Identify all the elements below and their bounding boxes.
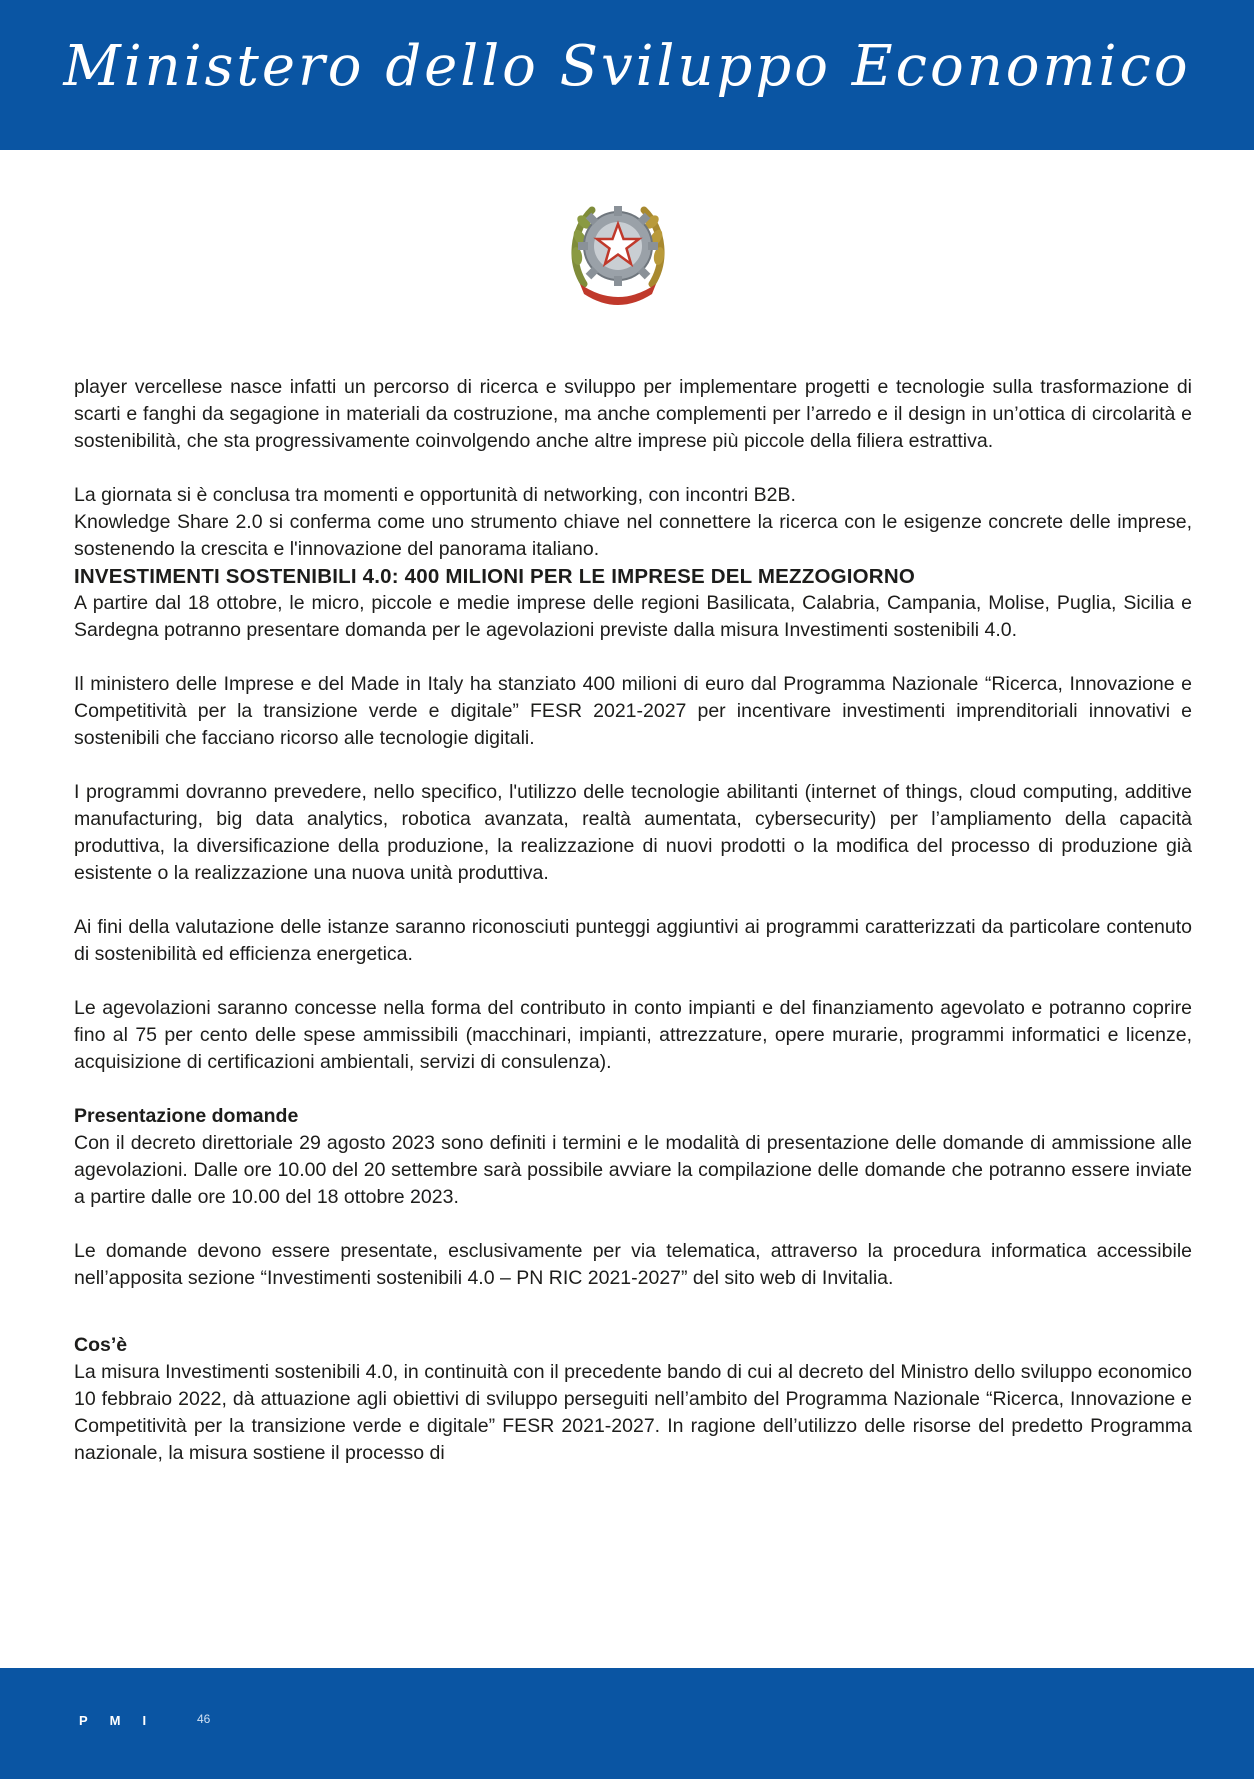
footer-band xyxy=(0,1668,1254,1779)
emblema-repubblica-italiana-icon xyxy=(566,192,670,310)
paragraph: La misura Investimenti sostenibili 4.0, in continuità con il precedente bando di cui al decreto del Ministro dello sviluppo economico 10 febbraio 2022, dà attuazione agli obiettivi di sviluppo perseguiti nell’ambito del Programma Nazionale “Ricerca, Innovazione e Competitività per la transizione verde e digitale” FESR 2021-2027. In ragione dell’utilizzo delle risorse del predetto Programma nazionale, la misura sostiene il processo di xyxy=(74,1361,1192,1464)
page-number: 46 xyxy=(197,1712,211,1726)
paragraph: Le domande devono essere presentate, esclusivamente per via telematica, attraverso la procedura informatica accessibile nell’apposita sezione “Investimenti sostenibili 4.0 – PN RIC 2021-2027” del sito web di Invitalia. xyxy=(74,1240,1192,1289)
paragraph: Con il decreto direttoriale 29 agosto 2023 sono definiti i termini e le modalità di presentazione delle domande di ammissione alle agevolazioni. Dalle ore 10.00 del 20 settembre sarà possibile avviare la compilazione delle domande che potranno essere inviate a partire dalle ore 10.00 del 18 ottobre 2023. xyxy=(74,1132,1192,1208)
article-body xyxy=(74,374,1192,1467)
section-title: INVESTIMENTI SOSTENIBILI 4.0: 400 MILIONI PER LE IMPRESE DEL MEZZOGIORNO xyxy=(74,565,915,588)
paragraph: Le agevolazioni saranno concesse nella forma del contributo in conto impianti e del finanziamento agevolato e potranno coprire fino al 75 per cento delle spese ammissibili (macchinari, impianti, attrezzature, opere murarie, programmi informatici e licenze, acquisizione di certificazioni ambientali, servizi di consulenza). xyxy=(74,997,1192,1073)
paragraph: I programmi dovranno prevedere, nello specifico, l'utilizzo delle tecnologie abilitanti (internet of things, cloud computing, additive manufacturing, big data analytics, robotica avanzata, realtà aumentata, cybersecurity) per l’ampliamento della capacità produttiva, la diversificazione della produzione, la realizzazione di nuovi prodotti o la modifica del processo di produzione già esistente o la realizzazione una nuova unità produttiva. xyxy=(74,781,1192,884)
paragraph: player vercellese nasce infatti un percorso di ricerca e sviluppo per implementare progetti e tecnologie sulla trasformazione di scarti e fanghi da segagione in materiali da costruzione, ma anche complementi per l’arredo e il design in un’ottica di circolarità e sostenibilità, che sta progressivamente coinvolgendo anche altre imprese più piccole della filiera estrattiva. xyxy=(74,376,1192,452)
footer-brand: PMI xyxy=(79,1713,169,1728)
paragraph: Knowledge Share 2.0 si conferma come uno strumento chiave nel connettere la ricerca con le esigenze concrete delle imprese, sostenendo la crescita e l'innovazione del panorama italiano. xyxy=(74,511,1192,560)
subheading: Presentazione domande xyxy=(74,1105,299,1127)
page-header-title: Ministero dello Sviluppo Economico xyxy=(63,34,1191,99)
paragraph: La giornata si è conclusa tra momenti e opportunità di networking, con incontri B2B. xyxy=(74,484,796,506)
paragraph: Ai fini della valutazione delle istanze saranno riconosciuti punteggi aggiuntivi ai programmi caratterizzati da particolare contenuto di sostenibilità ed efficienza energetica. xyxy=(74,916,1192,965)
subheading: Cos’è xyxy=(74,1334,128,1356)
paragraph: A partire dal 18 ottobre, le micro, piccole e medie imprese delle regioni Basilicata, Calabria, Campania, Molise, Puglia, Sicilia e Sardegna potranno presentare domanda per le agevolazioni previste dalla misura Investimenti sostenibili 4.0. xyxy=(74,592,1192,641)
paragraph: Il ministero delle Imprese e del Made in Italy ha stanziato 400 milioni di euro dal Programma Nazionale “Ricerca, Innovazione e Competitività per la transizione verde e digitale” FESR 2021-2027 per incentivare investimenti imprenditoriali innovativi e sostenibili che facciano ricorso alle tecnologie digitali. xyxy=(74,673,1192,749)
